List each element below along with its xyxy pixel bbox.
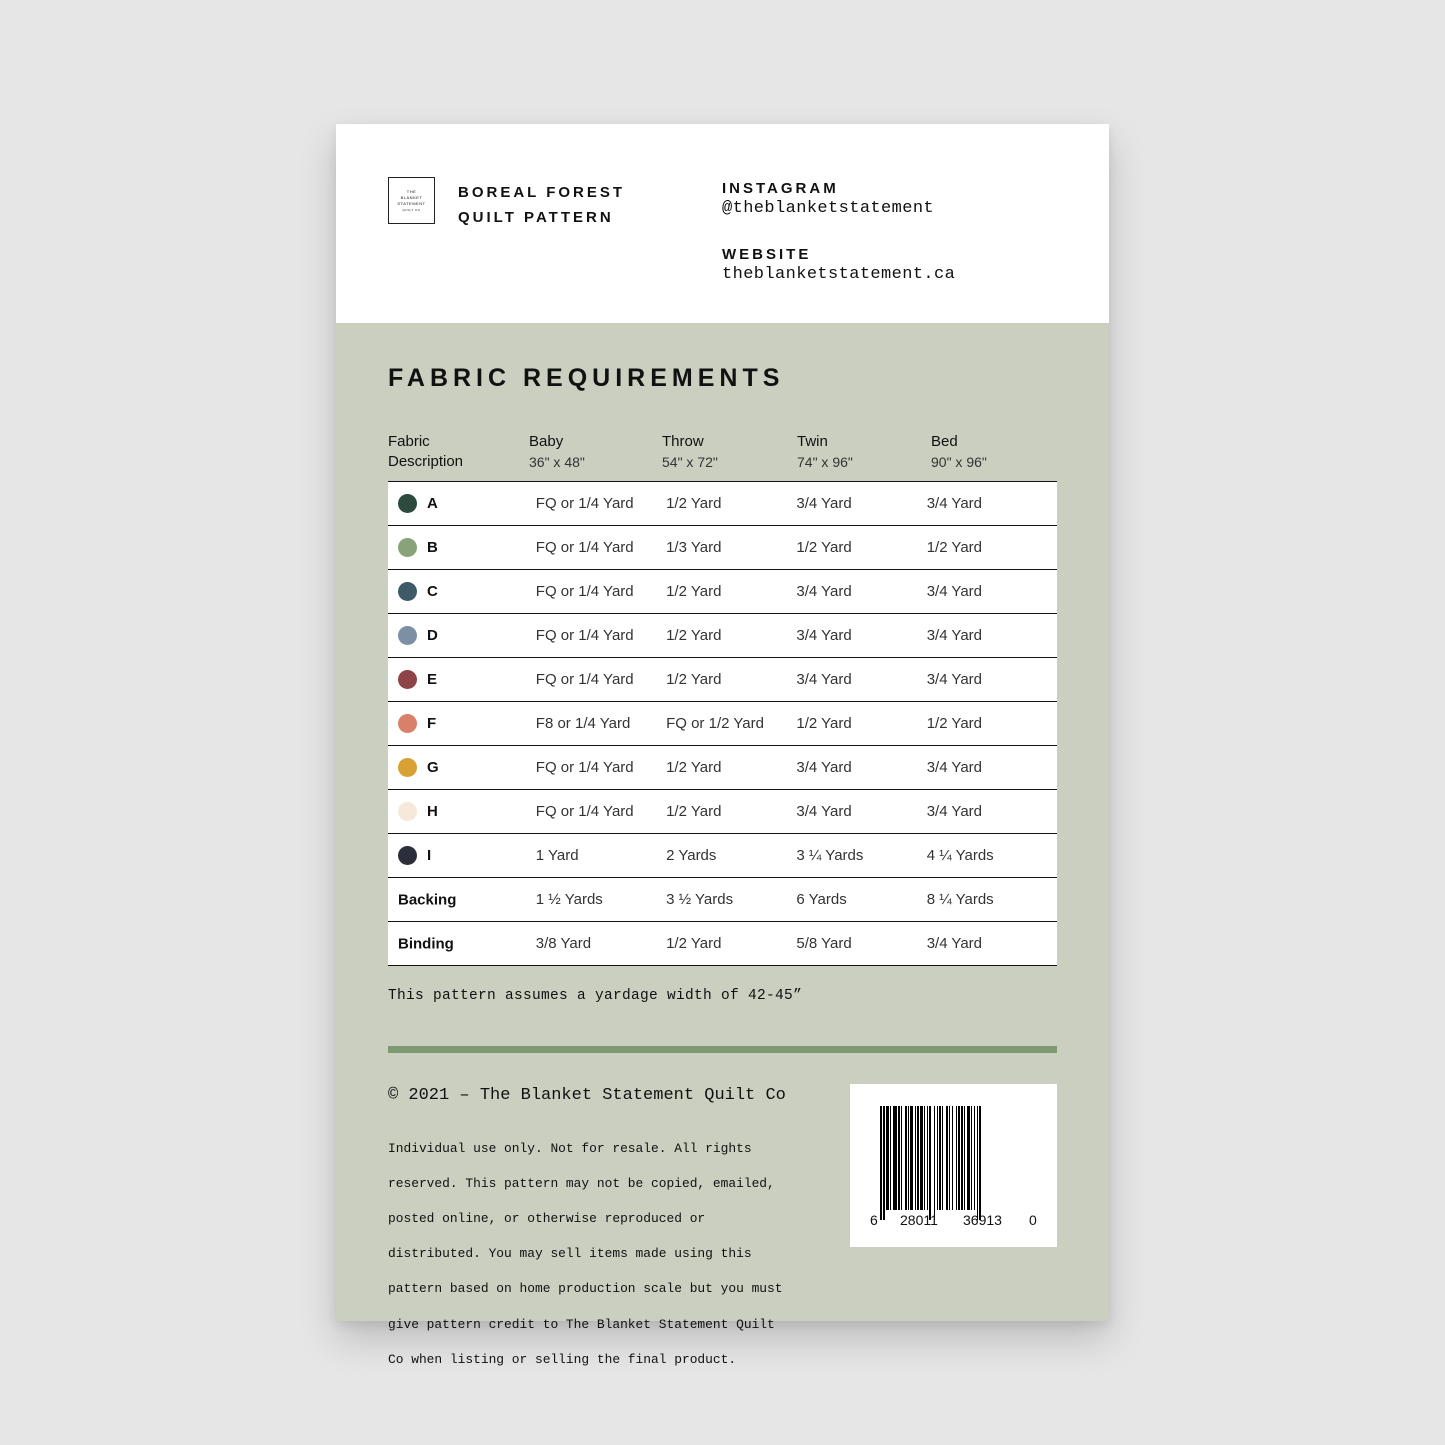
- barcode-bar: [880, 1106, 882, 1220]
- legal-line: give pattern credit to The Blanket Statement Quilt: [388, 1316, 775, 1332]
- fabric-name: B: [427, 539, 438, 556]
- yardage-cell: 3/4 Yard: [926, 627, 983, 644]
- header-throw: [662, 432, 718, 472]
- yardage-cell: 1/2 Yard: [926, 715, 983, 732]
- yardage-cell: FQ or 1/2 Yard: [666, 715, 764, 732]
- yardage-cell: 1/2 Yard: [666, 803, 722, 820]
- fabric-name: G: [427, 759, 439, 776]
- table-row: [388, 922, 1057, 966]
- barcode-bar: [927, 1106, 928, 1210]
- yardage-cell: FQ or 1/4 Yard: [535, 583, 634, 600]
- logo-line: STATEMENT: [397, 200, 426, 206]
- barcode-bar: [890, 1106, 891, 1210]
- legal-line: Co when listing or selling the final product.: [388, 1351, 737, 1367]
- fabric-swatch-icon: [398, 582, 417, 601]
- yardage-cell: 3/4 Yard: [796, 803, 852, 820]
- fabric-swatch-icon: [398, 494, 417, 513]
- header-bed: [931, 432, 987, 472]
- legal-line: Individual use only. Not for resale. All rights: [388, 1140, 752, 1156]
- yardage-cell: 1 Yard: [535, 847, 579, 864]
- barcode-bar: [924, 1106, 925, 1210]
- header-sub: 36" x 48": [529, 454, 585, 470]
- barcode: [850, 1084, 1057, 1247]
- yardage-cell: 3/4 Yard: [926, 935, 983, 952]
- fabric-name-cell: [388, 526, 536, 570]
- fabric-name: Backing: [398, 891, 457, 909]
- logo-line: THE: [406, 188, 417, 194]
- yardage-cell: 3/4 Yard: [926, 671, 983, 688]
- header-twin: [797, 432, 853, 472]
- fabric-swatch-icon: [398, 802, 417, 821]
- yardage-cell: 3/4 Yard: [926, 759, 983, 776]
- legal-line: pattern based on home production scale but you must: [388, 1281, 783, 1297]
- fabric-name: E: [427, 671, 438, 688]
- fabric-name-cell: [388, 878, 536, 922]
- barcode-bar: [974, 1106, 975, 1210]
- table-row: [388, 878, 1057, 922]
- yardage-cell: 1 ½ Yards: [535, 891, 603, 908]
- yardage-cell: 8 ¼ Yards: [926, 891, 994, 908]
- yardage-cell: 6 Yards: [796, 891, 847, 908]
- barcode-first-digit: 6: [870, 1212, 878, 1228]
- barcode-bar: [942, 1106, 943, 1210]
- header-sub: 90" x 96": [931, 454, 987, 470]
- yardage-cell: 3/4 Yard: [796, 495, 852, 512]
- yardage-cell: 3/4 Yard: [796, 671, 852, 688]
- yardage-cell: 1/2 Yard: [796, 539, 852, 556]
- website-block: [722, 246, 955, 284]
- yardage-cell: FQ or 1/4 Yard: [535, 539, 634, 556]
- website-link[interactable]: theblanketstatement.ca: [722, 265, 956, 284]
- table-row: [388, 834, 1057, 878]
- header-baby: [529, 432, 585, 472]
- yardage-cell: 3 ¼ Yards: [796, 847, 864, 864]
- table-row: [388, 702, 1057, 746]
- table-row: [388, 658, 1057, 702]
- header-fabric: [388, 432, 463, 472]
- barcode-bar: [910, 1106, 913, 1210]
- fabric-name-cell: [388, 834, 536, 878]
- barcode-bar: [958, 1106, 960, 1210]
- barcode-bar: [905, 1106, 907, 1210]
- fabric-name-cell: [388, 614, 536, 658]
- fabric-swatch-icon: [398, 538, 417, 557]
- yardage-cell: FQ or 1/4 Yard: [535, 495, 634, 512]
- fabric-name: Binding: [398, 935, 454, 953]
- barcode-bar: [939, 1106, 941, 1210]
- barcode-bar: [946, 1106, 948, 1210]
- fabric-name-cell: [388, 570, 536, 614]
- fabric-swatch-icon: [398, 670, 417, 689]
- fabric-name-cell: [388, 482, 536, 526]
- yardage-cell: 2 Yards: [666, 847, 717, 864]
- yardage-cell: 1/2 Yard: [666, 935, 722, 952]
- table-row: [388, 790, 1057, 834]
- yardage-cell: 3/4 Yard: [796, 627, 852, 644]
- barcode-bar: [971, 1106, 972, 1210]
- barcode-bar: [961, 1106, 963, 1210]
- fabric-name: C: [427, 583, 438, 600]
- fabric-name: I: [427, 847, 432, 864]
- yardage-cell: F8 or 1/4 Yard: [535, 715, 631, 732]
- logo-line: BLANKET: [400, 194, 423, 200]
- fabric-swatch-icon: [398, 626, 417, 645]
- legal-text: [388, 1122, 828, 1386]
- fabric-name-cell: [388, 790, 536, 834]
- pattern-title: [458, 180, 625, 230]
- yardage-cell: 1/2 Yard: [926, 539, 983, 556]
- header-label: Bed: [931, 433, 958, 450]
- fabric-swatch-icon: [398, 714, 417, 733]
- table-row: [388, 526, 1057, 570]
- header-label: Throw: [662, 433, 704, 450]
- barcode-last-digit: 0: [1029, 1212, 1037, 1228]
- legal-line: distributed. You may sell items made using this: [388, 1246, 752, 1262]
- yardage-cell: 3/4 Yard: [796, 583, 852, 600]
- barcode-bar: [920, 1106, 923, 1210]
- fabric-name-cell: [388, 922, 536, 966]
- instagram-handle[interactable]: @theblanketstatement: [722, 199, 935, 218]
- yardage-cell: 3/4 Yard: [926, 583, 983, 600]
- yardage-cell: 3/4 Yard: [926, 803, 983, 820]
- fabric-name-cell: [388, 702, 536, 746]
- barcode-right-group: 36913: [963, 1212, 1002, 1228]
- barcode-bar: [979, 1106, 981, 1220]
- table-row: [388, 570, 1057, 614]
- yardage-cell: 4 ¼ Yards: [926, 847, 994, 864]
- barcode-bar: [964, 1106, 965, 1210]
- barcode-bar: [886, 1106, 889, 1210]
- table-row: [388, 746, 1057, 790]
- barcode-bar: [934, 1106, 935, 1220]
- barcode-bar: [915, 1106, 916, 1210]
- yardage-cell: 5/8 Yard: [796, 935, 852, 952]
- header: [336, 124, 1109, 323]
- header-label: Baby: [529, 433, 564, 450]
- yardage-cell: FQ or 1/4 Yard: [535, 759, 634, 776]
- instagram-block: [722, 180, 934, 218]
- yardage-cell: 1/2 Yard: [666, 759, 722, 776]
- yardage-cell: FQ or 1/4 Yard: [535, 627, 634, 644]
- yardage-cell: 1/2 Yard: [796, 715, 852, 732]
- yardage-note: This pattern assumes a yardage width of 42-45”: [388, 988, 803, 1004]
- table-row: [388, 482, 1057, 526]
- barcode-left-group: 28011: [900, 1212, 938, 1228]
- barcode-bar: [956, 1106, 957, 1210]
- barcode-bar: [908, 1106, 909, 1210]
- barcode-bar: [893, 1106, 897, 1210]
- yardage-cell: 3 ½ Yards: [666, 891, 734, 908]
- barcode-bar: [883, 1106, 885, 1220]
- legal-line: posted online, or otherwise reproduced or: [388, 1210, 706, 1226]
- fabric-name-cell: [388, 658, 536, 702]
- barcode-bar: [949, 1106, 950, 1210]
- fabric-name-cell: [388, 746, 536, 790]
- barcode-bar: [898, 1106, 900, 1210]
- yardage-cell: 1/3 Yard: [666, 539, 722, 556]
- table-row: [388, 614, 1057, 658]
- barcode-bar: [977, 1106, 978, 1220]
- brand-logo: [388, 177, 435, 224]
- yardage-cell: 3/4 Yard: [926, 495, 983, 512]
- yardage-cell: FQ or 1/4 Yard: [535, 803, 634, 820]
- yardage-cell: FQ or 1/4 Yard: [535, 671, 634, 688]
- barcode-bar: [967, 1106, 970, 1210]
- website-label: WEBSITE: [722, 246, 812, 263]
- header-sub: 54" x 72": [662, 454, 718, 470]
- header-label: Fabric: [388, 433, 430, 450]
- yardage-cell: 1/2 Yard: [666, 495, 722, 512]
- yardage-cell: 3/4 Yard: [796, 759, 852, 776]
- barcode-bar: [952, 1106, 953, 1210]
- fabric-swatch-icon: [398, 846, 417, 865]
- fabric-swatch-icon: [398, 758, 417, 777]
- yardage-cell: 3/8 Yard: [535, 935, 592, 952]
- fabric-table: [388, 481, 1057, 966]
- barcode-bar: [901, 1106, 902, 1210]
- instagram-label: INSTAGRAM: [722, 180, 839, 197]
- fabric-name: F: [427, 715, 437, 732]
- logo-line: QUILT CO: [402, 207, 421, 212]
- title-line-2: QUILT PATTERN: [458, 209, 614, 226]
- header-label: Twin: [797, 433, 828, 450]
- barcode-bars: [850, 1084, 1057, 1247]
- yardage-cell: 1/2 Yard: [666, 627, 722, 644]
- divider: [388, 1046, 1057, 1053]
- fabric-name: H: [427, 803, 438, 820]
- yardage-cell: 1/2 Yard: [666, 583, 722, 600]
- section-title: FABRIC REQUIREMENTS: [388, 364, 785, 392]
- fabric-name: D: [427, 627, 438, 644]
- legal-line: reserved. This pattern may not be copied, emailed,: [388, 1175, 775, 1191]
- pattern-card: [336, 124, 1109, 1367]
- header-sub: 74" x 96": [797, 454, 853, 470]
- header-sub: Description: [388, 453, 464, 470]
- barcode-bar: [937, 1106, 938, 1210]
- copyright: © 2021 – The Blanket Statement Quilt Co: [388, 1086, 786, 1105]
- title-line-1: BOREAL FOREST: [458, 184, 626, 201]
- fabric-name: A: [427, 495, 438, 512]
- yardage-cell: 1/2 Yard: [666, 671, 722, 688]
- barcode-bar: [917, 1106, 919, 1210]
- barcode-bar: [929, 1106, 931, 1220]
